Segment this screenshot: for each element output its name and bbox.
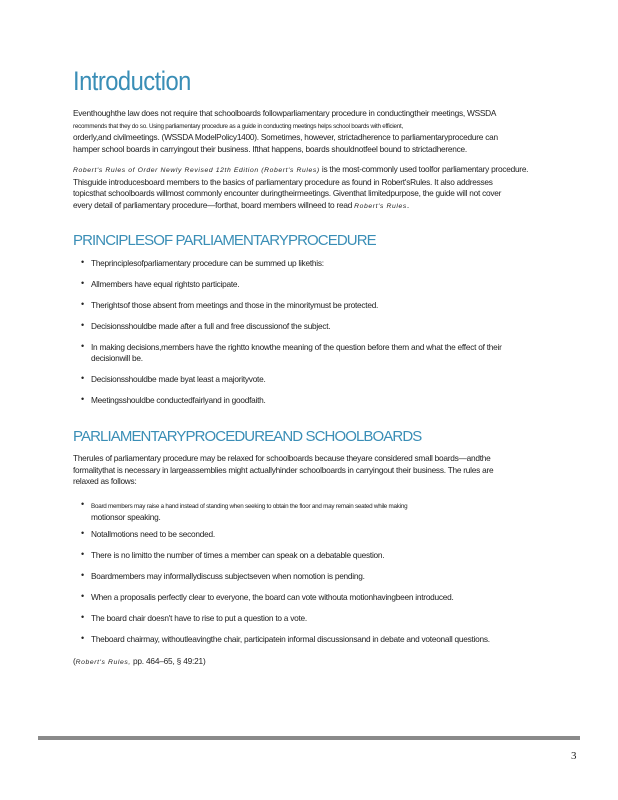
intro-p2-rest1: is the most-commonly used toolfor parliamentary procedure. [319, 164, 529, 174]
section-heading-principles: PRINCIPLESOF PARLIAMENTARYPROCEDURE [73, 232, 376, 249]
list-item: • The board chair doesn't have to rise to put a question to a vote. [81, 612, 307, 623]
bullet-icon: • [81, 570, 84, 580]
bullet-icon: • [81, 299, 84, 309]
list-item: • Notallmotions need to be seconded. [81, 528, 215, 539]
list-item-continuation: motionsor speaking. [91, 512, 161, 522]
page-title: Introduction [73, 66, 191, 96]
bullet-icon: • [81, 373, 84, 383]
bullet-icon: • [81, 257, 84, 267]
roberts-rules-ref: Robert's Rules [354, 202, 407, 210]
principles-list [73, 258, 553, 416]
roberts-rules-title: Robert's Rules of Order Newly Revised 12th Edition (Robert's Rules) [73, 167, 320, 174]
bullet-icon: • [81, 320, 84, 330]
list-item: • In making decisions,members have the rightto knowthe meaning of the question before them and what the effect of their decisionwill be. [81, 341, 502, 363]
intro-p1-line2: recommends that they do so. Using parliamentary procedure as a guide in conducting meetings helps school boards with efficient, [73, 122, 404, 130]
bullet-icon: • [81, 633, 84, 643]
list-item: • Theprinciplesofparliamentary procedure can be summed up likethis: [81, 257, 324, 268]
intro-paragraph-1 [73, 108, 557, 155]
bullet-icon: • [81, 549, 84, 559]
bullet-icon: • [81, 612, 84, 622]
list-item: • Allmembers have equal rightsto participate. [81, 278, 240, 289]
bullet-icon: • [81, 499, 84, 509]
intro-p1-line3: orderly,and civilmeetings. (WSSDA ModelPolicy1400). Sometimes, however, strictadherence to parliamentaryprocedure can [73, 132, 498, 142]
intro-p1-line1: Eventhoughthe law does not require that schoolboards followparliamentary procedure in conductingtheir meetings, WSSDA [73, 108, 497, 118]
citation-source: Robert's Rules, [75, 659, 131, 666]
page-number: 3 [571, 750, 577, 762]
bullet-icon: • [81, 278, 84, 288]
list-item: • Decisionsshouldbe made after a full and free discussionof the subject. [81, 320, 331, 331]
intro-p1-line4: hamper school boards in carryingout their business. Ifthat happens, boards shouldnotfeel bound to strictadherence. [73, 143, 467, 154]
bullet-icon: • [81, 394, 84, 404]
list-item: • Theboard chairmay, withoutleavingthe chair, participatein informal discussionsand in debate and voteonall questions. [81, 633, 490, 644]
intro-paragraph-2 [73, 164, 557, 212]
bullet-icon: • [81, 591, 84, 601]
list-item: • Decisionsshouldbe made byat least a majorityvote. [81, 373, 266, 384]
bullet-icon: • [81, 341, 84, 351]
school-boards-list [73, 500, 553, 655]
list-item-continuation: decisionwill be. [91, 353, 143, 363]
intro-p2-line3: topicsthat schoolboards willmost commonly encounter duringtheirmeetings. Giventhat limitedpurpose, the guide will not cover [73, 188, 502, 198]
intro-p2-line4: every detail of parliamentary procedure—forthat, board members willneed to read [73, 199, 355, 210]
intro-p2-line2: Thisguide introducesboard members to the basics of parliamentary procedure as found in Robert'sRules. It also addresses [73, 176, 493, 187]
intro-section [73, 108, 557, 221]
list-item: • When a proposalis perfectly clear to everyone, the board can vote withouta motionhavingbeen introduced. [81, 591, 454, 602]
list-item: • Therightsof those absent from meetings and those in the minoritymust be protected. [81, 299, 379, 310]
footer-divider [38, 736, 580, 740]
intro-p2-end: . [406, 199, 409, 210]
list-item: • Board members may raise a hand instead of standing when seeking to obtain the floor and may remain seated while making motionsor speaking. [81, 499, 408, 522]
school-boards-paragraph: Therules of parliamentary procedure may be relaxed for schoolboards because theyare considered small boards—andthe formalitythat is necessary in largeassemblies might actuallyhinder schoolboards in carryingout their business. The rules are relaxed as follows: [73, 453, 494, 486]
section-heading-school-boards: PARLIAMENTARYPROCEDUREAND SCHOOLBOARDS [73, 428, 422, 445]
list-item: • Boardmembers may informallydiscuss subjectseven when nomotion is pending. [81, 570, 365, 581]
list-item: • There is no limitto the number of times a member can speak on a debatable question. [81, 549, 385, 560]
citation: (Robert's Rules, pp. 464–65, § 49:21) [73, 656, 206, 666]
bullet-icon: • [81, 528, 84, 538]
list-item: • Meetingsshouldbe conductedfairlyand in goodfaith. [81, 394, 266, 405]
